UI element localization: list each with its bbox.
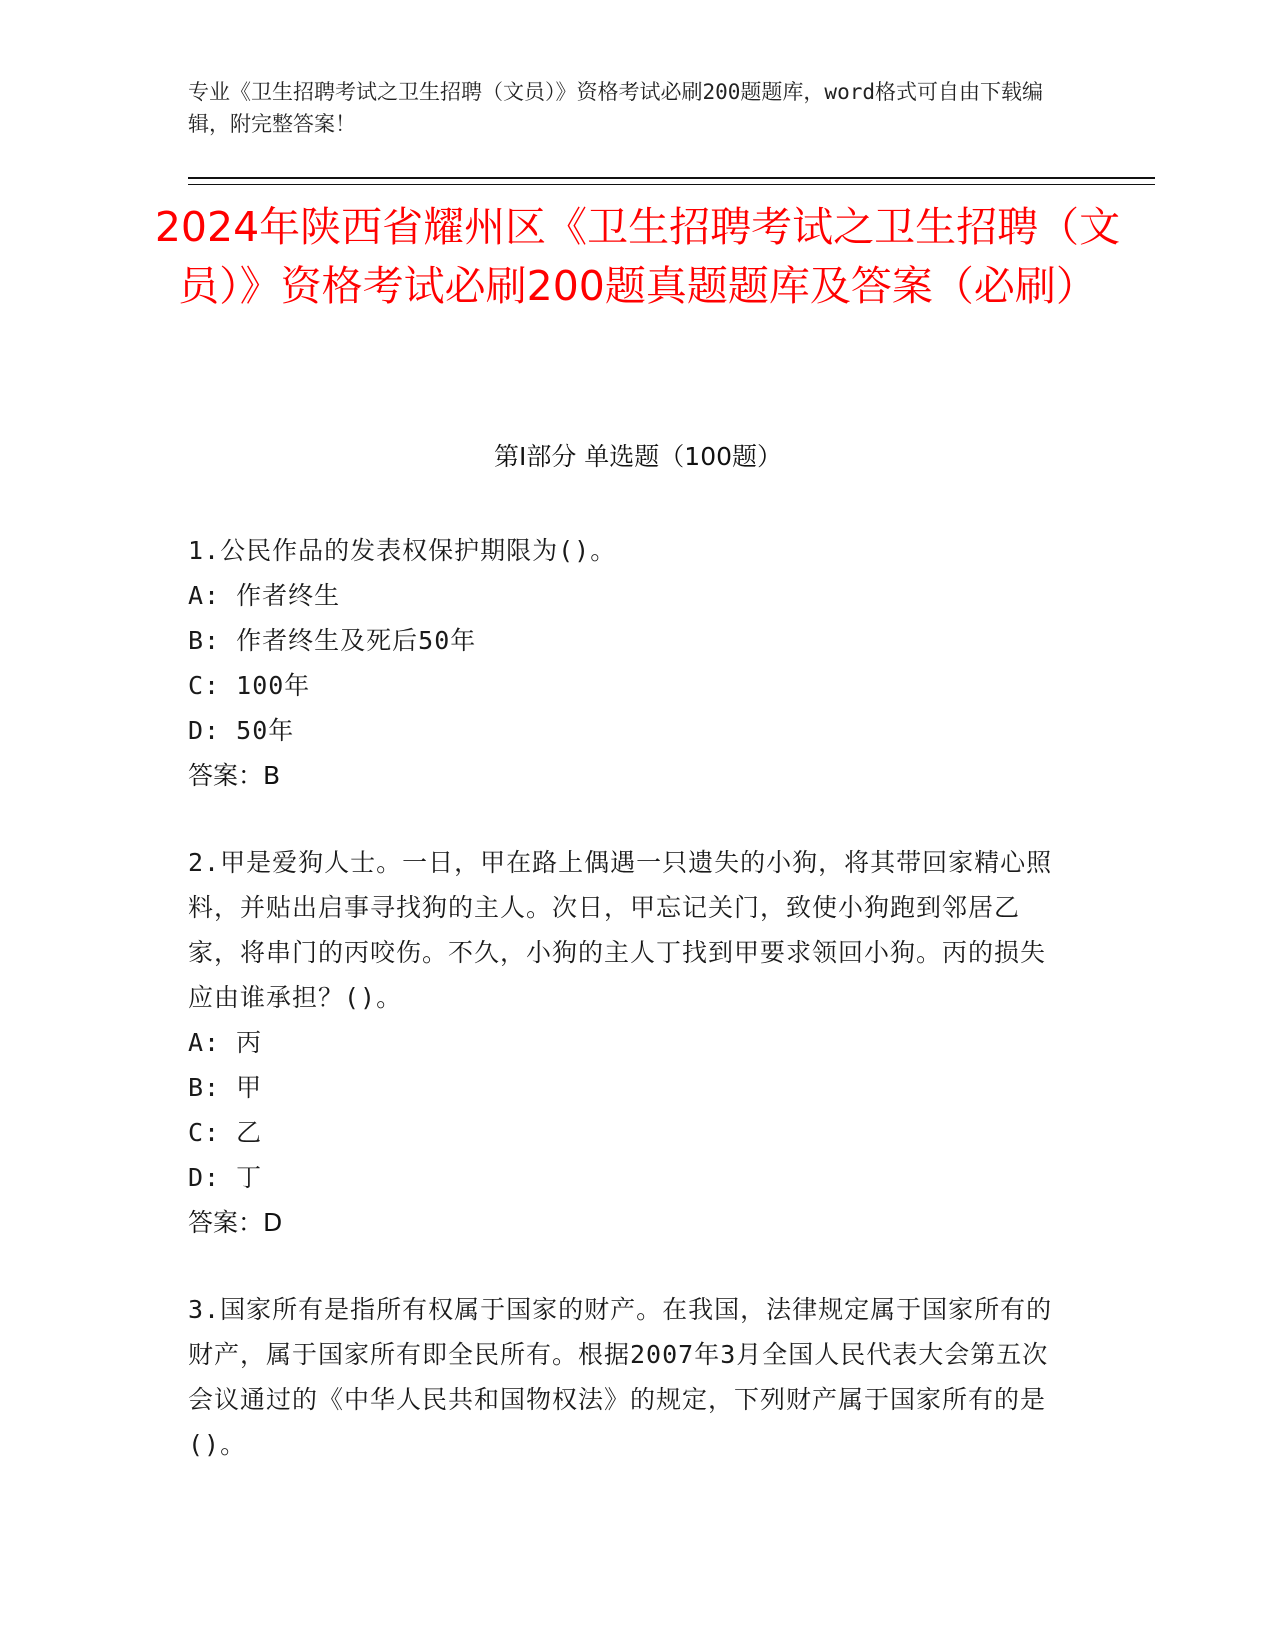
question-list bbox=[188, 528, 1068, 1509]
header-divider-thin bbox=[188, 184, 1155, 185]
option-a: A: 丙 bbox=[188, 1028, 263, 1057]
option-c: C: 乙 bbox=[188, 1118, 263, 1147]
answer-line: 答案：B bbox=[188, 761, 281, 790]
header-divider-thick bbox=[188, 177, 1155, 179]
question-stem: 3.国家所有是指所有权属于国家的财产。在我国，法律规定属于国家所有的财产，属于国家所有即全民所有。根据2007年3月全国人民代表大会第五次会议通过的《中华人民共和国物权法》的规定，下列财产属于国家所有的是()。 bbox=[188, 1295, 1053, 1459]
question-stem: 2.甲是爱狗人士。一日，甲在路上偶遇一只遗失的小狗，将其带回家精心照料，并贴出启事寻找狗的主人。次日，甲忘记关门，致使小狗跑到邻居乙家，将串门的丙咬伤。不久，小狗的主人丁找到甲要求领回小狗。丙的损失应由谁承担？()。 bbox=[188, 848, 1053, 1012]
option-c: C: 100年 bbox=[188, 671, 311, 700]
option-d: D: 50年 bbox=[188, 716, 295, 745]
answer-line: 答案：D bbox=[188, 1208, 283, 1237]
document-title: 2024年陕西省耀州区《卫生招聘考试之卫生招聘（文员）》资格考试必刷200题真题题库及答案（必刷） bbox=[154, 203, 1121, 310]
question-2 bbox=[188, 840, 1068, 1245]
option-d: D: 丁 bbox=[188, 1163, 263, 1192]
question-3 bbox=[188, 1287, 1068, 1467]
header-note: 专业《卫生招聘考试之卫生招聘（文员）》资格考试必刷200题题库，word格式可自由下载编辑，附完整答案！ bbox=[188, 80, 1043, 136]
option-b: B: 作者终生及死后50年 bbox=[188, 626, 477, 655]
question-stem: 1.公民作品的发表权保护期限为()。 bbox=[188, 536, 617, 565]
section-heading: 第I部分 单选题（100题） bbox=[493, 442, 783, 471]
option-b: B: 甲 bbox=[188, 1073, 263, 1102]
option-a: A: 作者终生 bbox=[188, 581, 341, 610]
question-1 bbox=[188, 528, 1068, 798]
